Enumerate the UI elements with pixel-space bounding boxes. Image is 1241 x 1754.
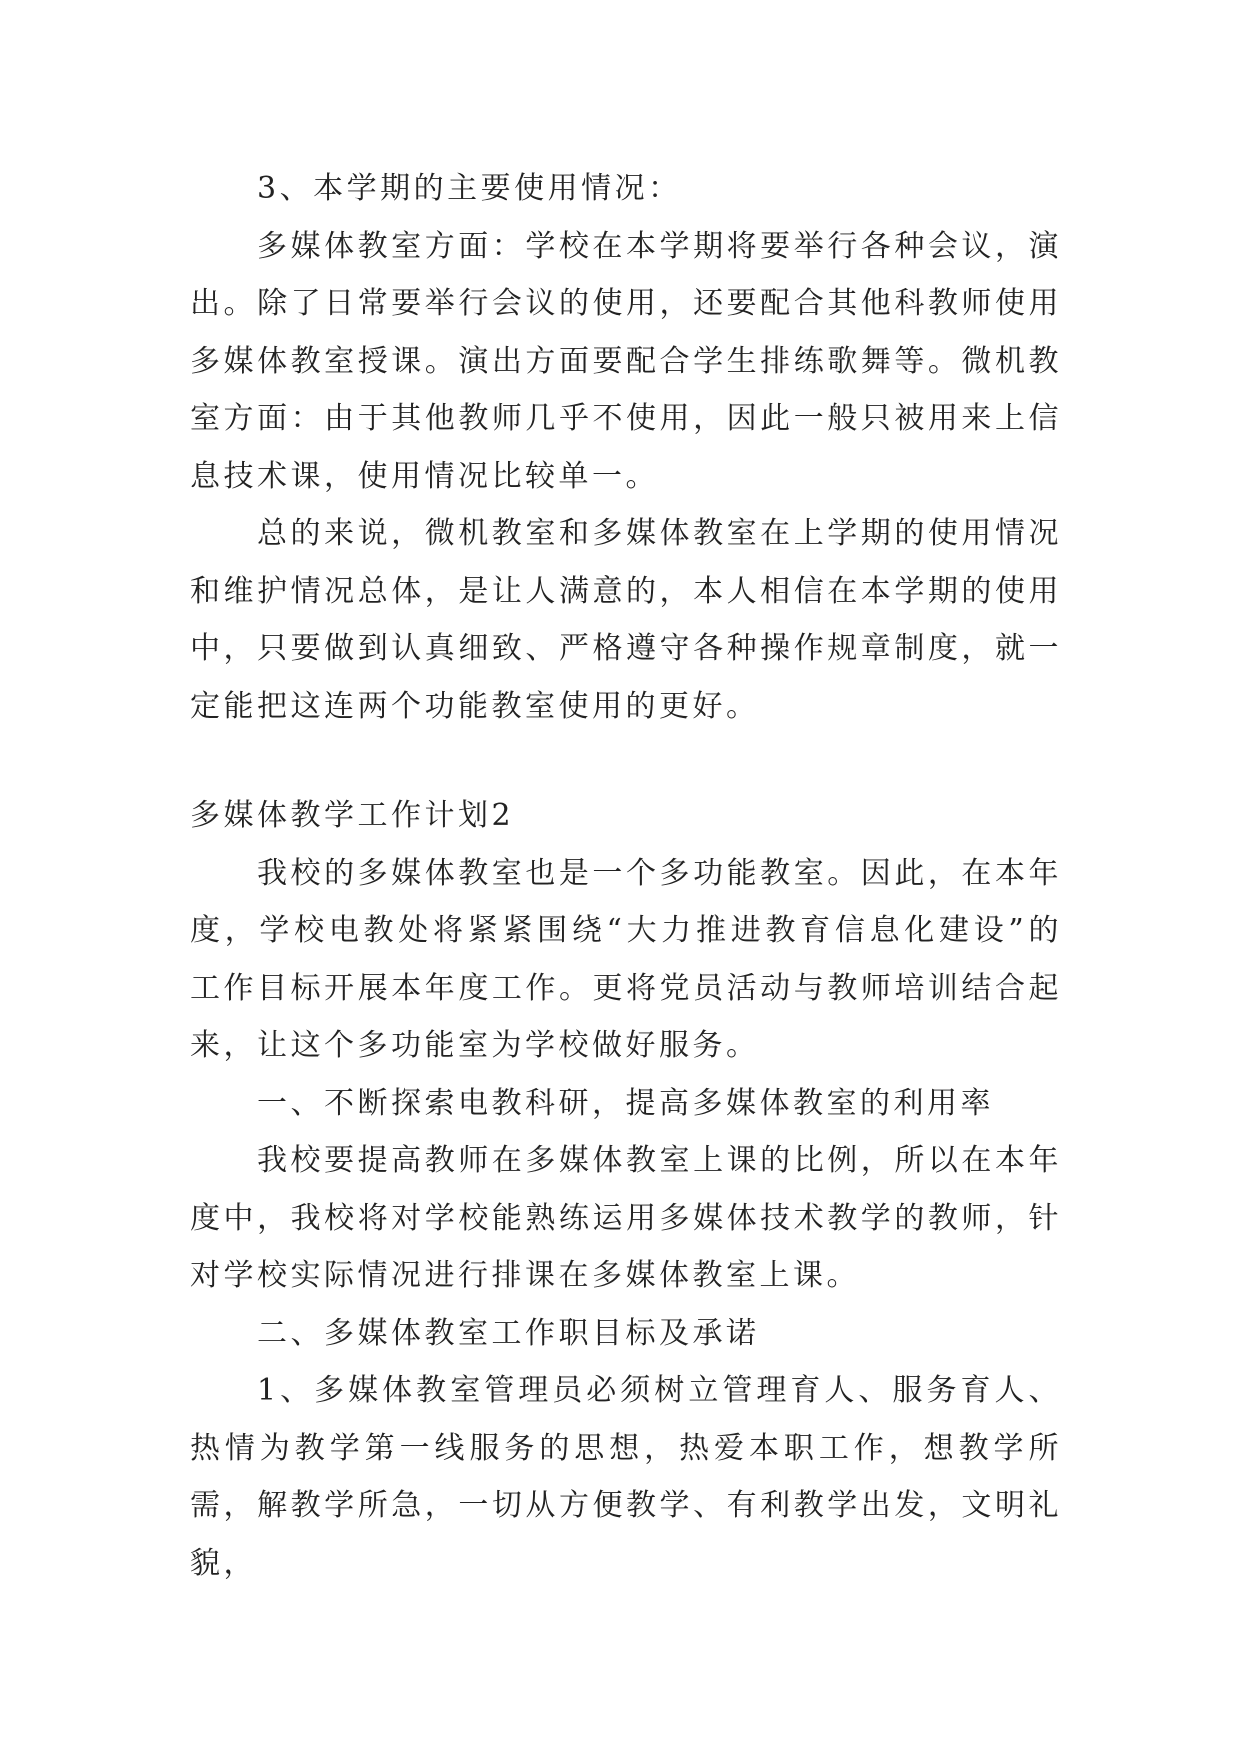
paragraph-summary: 总的来说，微机教室和多媒体教室在上学期的使用情况和维护情况总体，是让人满意的，本人相信在本学期的使用中，只要做到认真细致、严格遵守各种操作规章制度，就一定能把这连两个功能教室使用的更好。 (190, 516, 1062, 724)
paragraph-usage-heading: 3、本学期的主要使用情况： (257, 171, 682, 206)
paragraph-point-two-item-one: 1、多媒体教室管理员必须树立管理育人、服务育人、热情为教学第一线服务的思想，热爱本职工作，想教学所需，解教学所急，一切从方便教学、有利教学出发，文明礼貌， (190, 1373, 1062, 1581)
paragraph-point-one-body: 我校要提高教师在多媒体教室上课的比例，所以在本年度中，我校将对学校能熟练运用多媒体技术教学的教师，针对学校实际情况进行排课在多媒体教室上课。 (190, 1143, 1062, 1293)
document-page (190, 160, 1062, 1592)
paragraph-point-one-title: 一、不断探索电教科研，提高多媒体教室的利用率 (257, 1085, 994, 1121)
paragraph-point-two-title: 二、多媒体教室工作职目标及承诺 (257, 1315, 760, 1351)
section-title: 多媒体教学工作计划2 (190, 798, 515, 833)
section-gap (190, 735, 1062, 787)
paragraph-usage-detail: 多媒体教室方面：学校在本学期将要举行各种会议，演出。除了日常要举行会议的使用，还要配合其他科教师使用多媒体教室授课。演出方面要配合学生排练歌舞等。微机教室方面：由于其他教师几乎不使用，因此一般只被用来上信息技术课，使用情况比较单一。 (190, 228, 1062, 494)
paragraph-intro: 我校的多媒体教室也是一个多功能教室。因此，在本年度，学校电教处将紧紧围绕“大力推进教育信息化建设”的工作目标开展本年度工作。更将党员活动与教师培训结合起来，让这个多功能室为学校做好服务。 (190, 855, 1062, 1063)
